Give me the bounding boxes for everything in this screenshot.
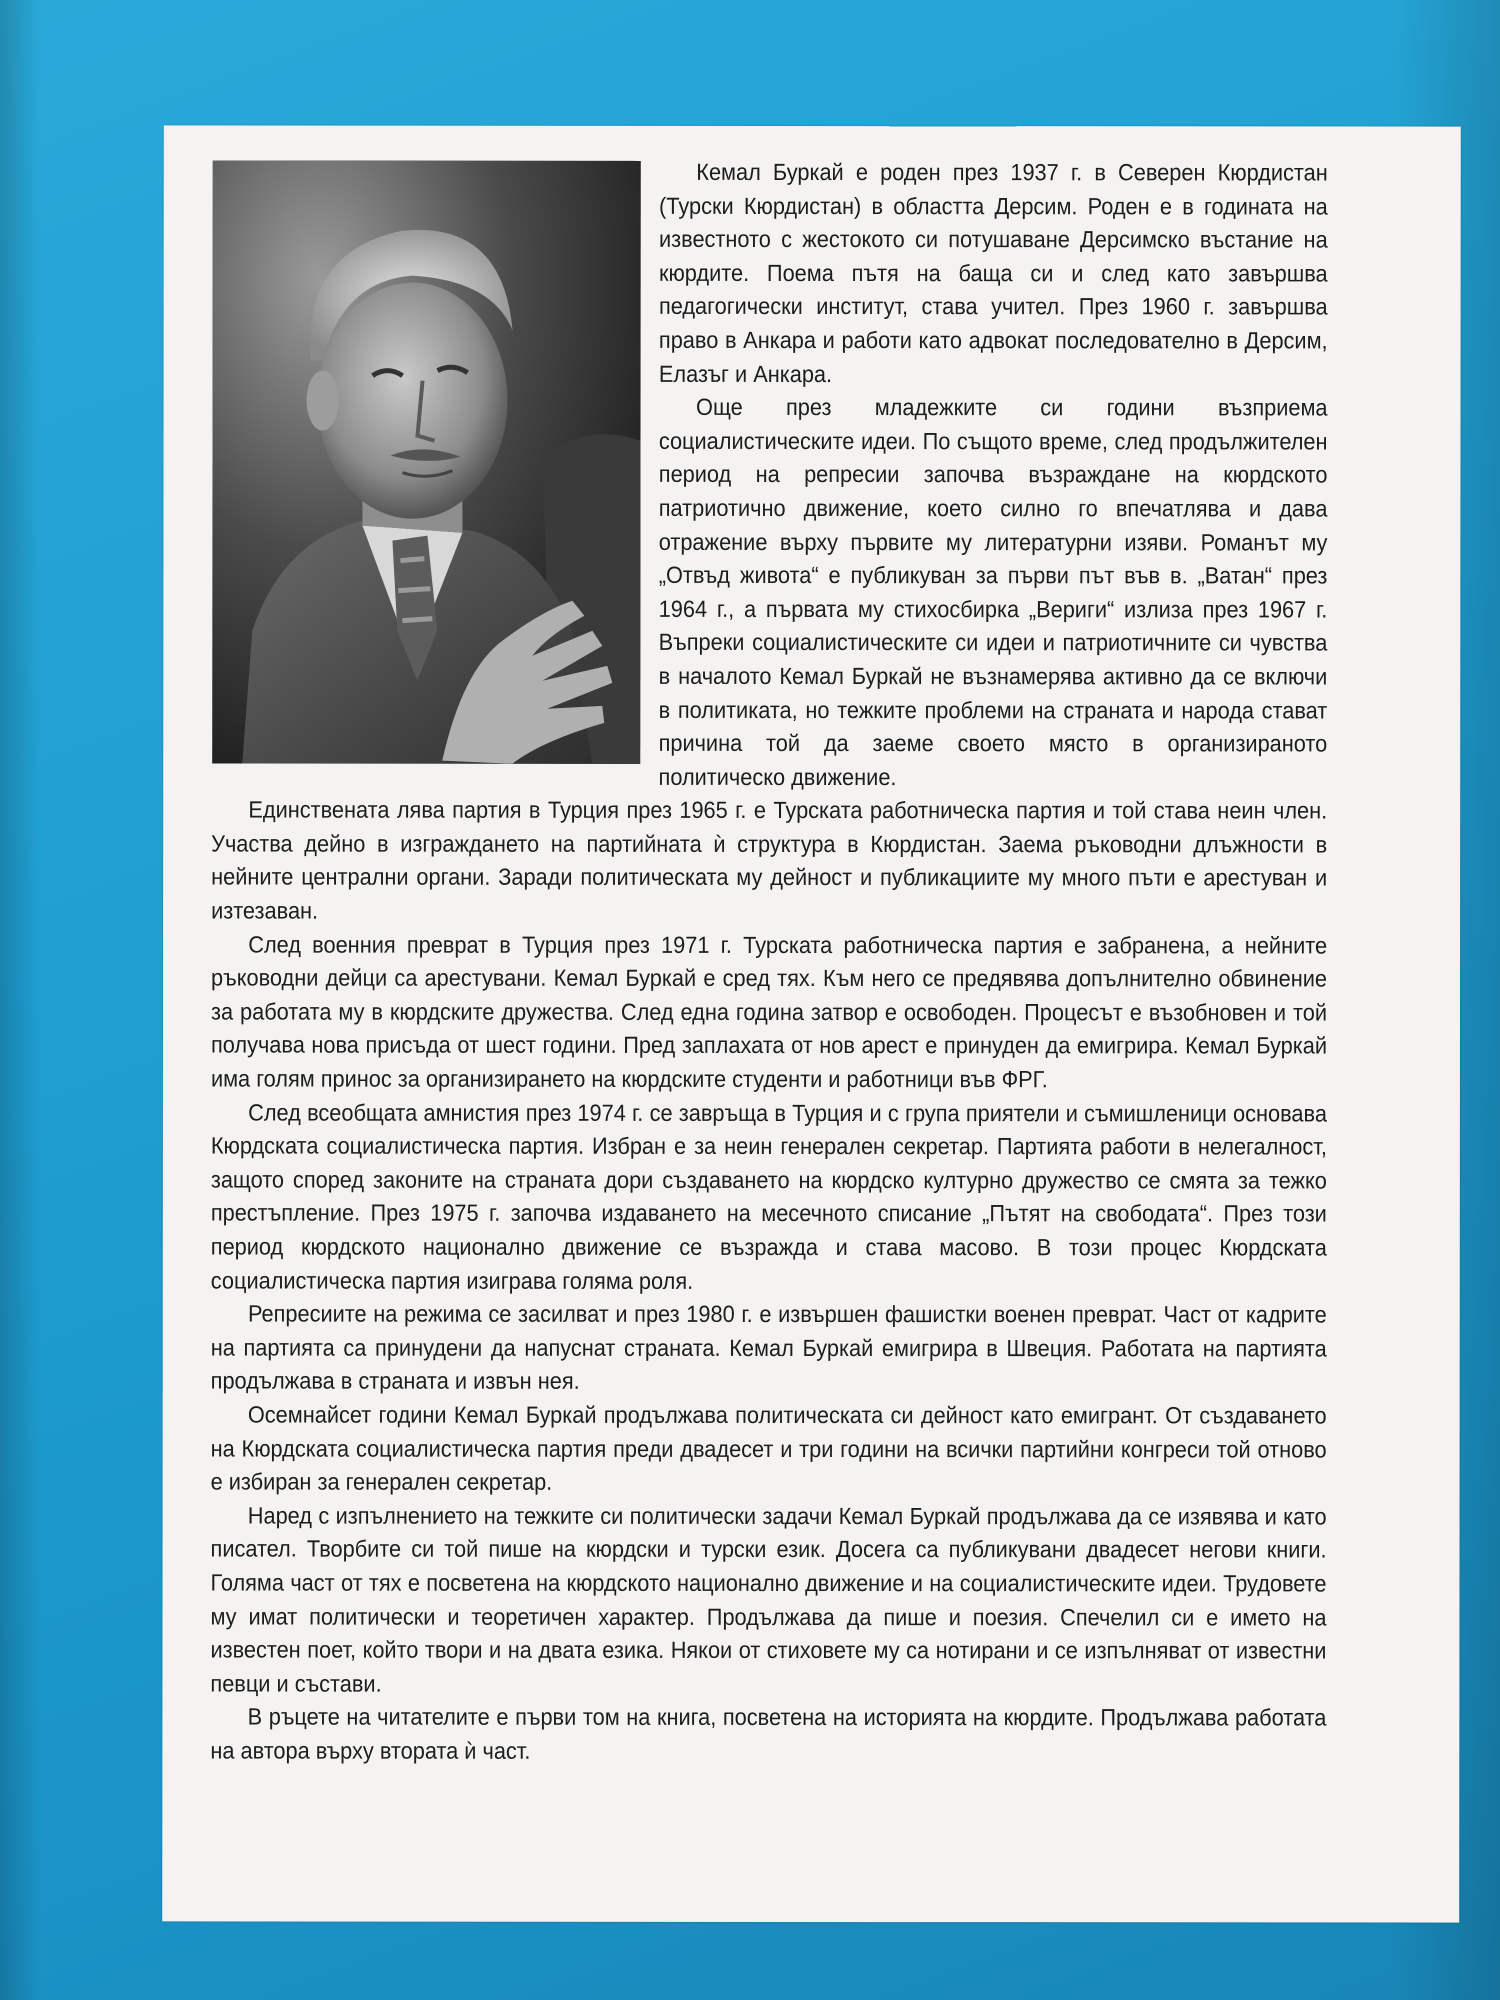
paragraph: След всеобщата амнистия през 1974 г. се завръща в Турция и с група приятели и съмишленици основава Кюрдската социалистическа партия. Избран е за неин генерален секретар. Партията работи в нелегалност, защото според законите на страната дори създаването на кюрдско културно дружество се смята за тежко престъпление. През 1975 г. започва издаването на месечното списание „Пътят на свободата“. През този период кюрдското национално движение се възражда и става масово. В този процес Кюрдската социалистическа партия изиграва голяма роля. bbox=[210, 1099, 1327, 1294]
paragraph: Наред с изпълнението на тежките си политически задачи Кемал Буркай продължава да се изявява и като писател. Творбите си той пише на кюрдски и турски език. Досега са публикувани двадесет негови книги. Голяма част от тях е посветена на кюрдското национално движение и на социалистическите идеи. Трудовете му имат политически и теоретичен характер. Продължава да пише и поезия. Спечелил си е името на известен поет, който твори и на двата езика. Някои от стиховете му са нотирани и се изпълняват от известни певци и състави. bbox=[210, 1502, 1327, 1697]
biography-text bbox=[210, 155, 1327, 1768]
paragraph: След военния преврат в Турция през 1971 г. Турската работническа партия е забранена, а нейните ръководни дейци са арестувани. Кемал Буркай е сред тях. Към него се предявява допълнително обвинение за работата му в кюрдските дружества. След една година затвор е освободен. Процесът е възобновен и той получава нова присъда от шест години. Пред заплахата от нов арест е принуден да емигрира. Кемал Буркай има голям принос за организирането на кюрдските студенти и работници във ФРГ. bbox=[210, 931, 1328, 1093]
book-cover-edge-left bbox=[0, 0, 40, 2000]
paragraph: Единствената лява партия в Турция през 1965 г. е Турската работническа партия и той става неин член. Участва дейно в изграждането на партийната ѝ структура в Кюрдистан. Заема ръководни длъжности в нейните централни органи. Заради политическата му дейност и публикациите му много пъти е арестуван и изтезаван. bbox=[211, 796, 1328, 924]
paragraph: Кемал Буркай е роден през 1937 г. в Северен Кюрдистан (Турски Кюрдистан) в областта Дерсим. Роден е в годината на известното с жестокото си потушаване Дерсимско въстание на кюрдите. Поема пътя на баща си и след като завършва педагогически институт, става учител. През 1960 г. завършва право в Анкара и работи като адвокат последователно в Дерсим, Елазъг и Анкара. bbox=[658, 158, 1328, 387]
photo-space bbox=[211, 155, 659, 769]
paragraph: Репресиите на режима се засилват и през 1980 г. е извършен фашистки военен преврат. Част от кадрите на партията са принудени да напуснат страната. Кемал Буркай емигрира в Швеция. Работата на партията продължава в страната и извън нея. bbox=[210, 1300, 1327, 1395]
paragraph: Още през младежките си години възприема социалистическите идеи. По същото време, след продължителен период на репресии започва възраждане на кюрдското патриотично движение, което силно го впечатлява и дава отражение върху първите му литературни изяви. Романът му „Отвъд живота“ е публикуван за първи път във в. „Ватан“ през 1964 г., а първата му стихосбирка „Вериги“ излиза през 1967 г. Въпреки социалистическите си идеи и патриотичните си чувства в началото Кемал Буркай не възнамерява активно да се включи в политиката, но тежките проблеми на страната и народа стават причина той да заеме своето място в организираното политическо движение. bbox=[658, 394, 1328, 790]
printed-page bbox=[162, 125, 1461, 1922]
paragraph: Осемнайсет години Кемал Буркай продължава политическата си дейност като емигрант. От създаването на Кюрдската социалистическа партия преди двадесет и три години на всички партийни конгреси той отново е избиран за генерален секретар. bbox=[210, 1401, 1327, 1495]
paragraph: В ръцете на читателите е първи том на книга, посветена на историята на кюрдите. Продължава работата на автора върху втората ѝ част. bbox=[210, 1703, 1327, 1764]
